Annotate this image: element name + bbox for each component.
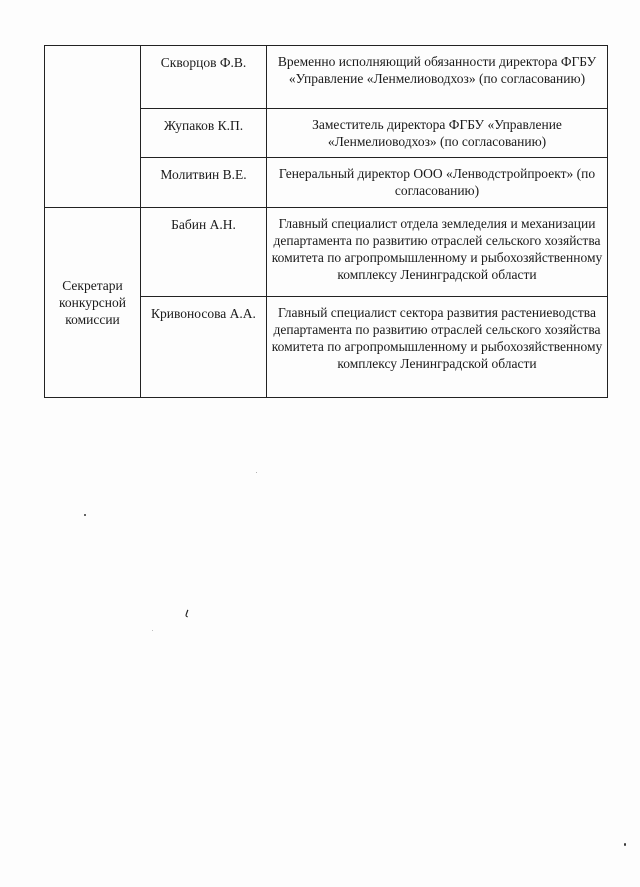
member-name-cell bbox=[141, 158, 267, 208]
member-position-cell bbox=[267, 158, 608, 208]
member-name: Молитвин В.Е. bbox=[160, 167, 247, 182]
role-text: Секретари конкурсной комиссии bbox=[59, 278, 126, 327]
member-name: Жупаков К.П. bbox=[163, 118, 244, 133]
scan-speck bbox=[256, 472, 257, 473]
table-row bbox=[45, 46, 608, 109]
member-position-cell bbox=[267, 46, 608, 109]
member-position-cell bbox=[267, 208, 608, 297]
member-position: Главный специалист отдела земледелия и механизации департамента по развитию отраслей сельского хозяйства комитета по агропромышленному и рыбохозяйственному комплексу Ленинградской области bbox=[271, 216, 603, 282]
member-name: Скворцов Ф.В. bbox=[160, 55, 247, 70]
member-name-cell bbox=[141, 297, 267, 398]
member-position-cell bbox=[267, 109, 608, 158]
member-position: Главный специалист сектора развития растениеводства департамента по развитию отраслей сельского хозяйства комитета по агропромышленному и рыбохозяйственному комплексу Ленинградской области bbox=[271, 305, 603, 371]
member-name: Бабин А.Н. bbox=[171, 217, 236, 232]
scan-speck bbox=[624, 843, 626, 846]
role-cell-empty bbox=[45, 46, 141, 208]
member-position: Генеральный директор ООО «Ленводстройпроект» (по согласованию) bbox=[278, 166, 596, 198]
pen-mark: ι bbox=[182, 605, 192, 622]
scan-speck bbox=[152, 630, 153, 631]
table-row bbox=[45, 208, 608, 297]
scan-speck bbox=[84, 514, 86, 516]
member-name-cell bbox=[141, 109, 267, 158]
commission-members-table bbox=[44, 45, 608, 398]
member-position: Заместитель директора ФГБУ «Управление «Ленмелиоводхоз» (по согласованию) bbox=[312, 117, 562, 149]
member-name-cell bbox=[141, 208, 267, 297]
member-name: Кривоносова А.А. bbox=[151, 306, 256, 321]
member-position-cell bbox=[267, 297, 608, 398]
member-name-cell bbox=[141, 46, 267, 109]
role-cell-secretaries bbox=[45, 208, 141, 398]
member-position: Временно исполняющий обязанности директора ФГБУ «Управление «Ленмелиоводхоз» (по согласованию) bbox=[277, 54, 597, 86]
